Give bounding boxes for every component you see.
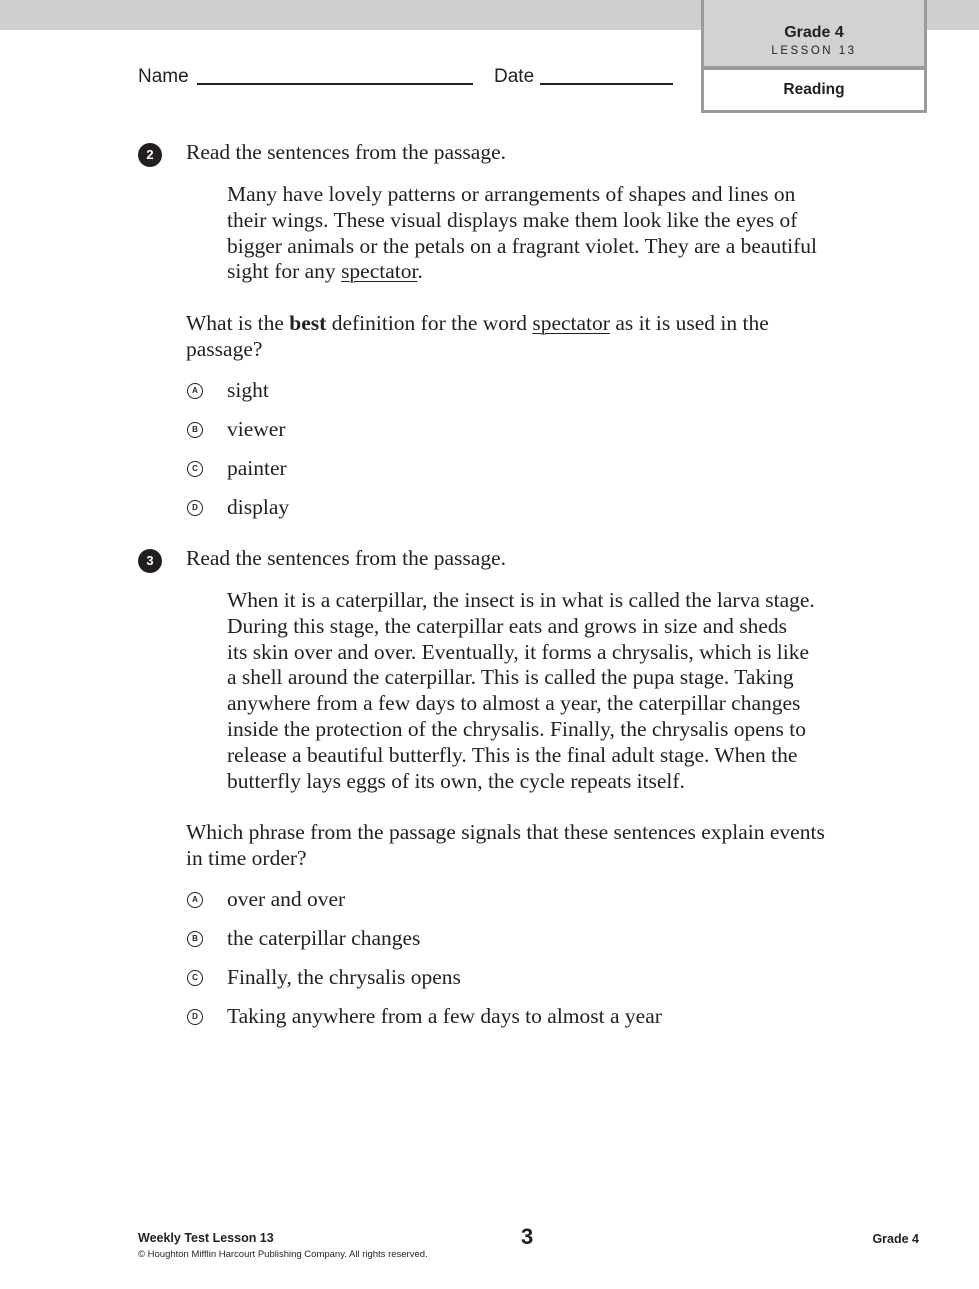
passage-line: its skin over and over. Eventually, it forms a chrysalis, which is like (227, 639, 809, 664)
emphasis-word: best (289, 311, 327, 335)
answer-bubble-d[interactable]: D (187, 500, 203, 516)
vocabulary-word: spectator (341, 259, 418, 284)
answer-bubble-b[interactable]: B (187, 931, 203, 947)
passage-line: When it is a caterpillar, the insect is in what is called the larva stage. (227, 588, 815, 612)
passage-line: anywhere from a few days to almost a year, the caterpillar changes (227, 691, 801, 716)
prompt-line: Which phrase from the passage signals that these sentences explain events (186, 820, 825, 844)
page-number: 3 (521, 1224, 534, 1249)
question-number-badge: 3 (138, 549, 162, 573)
prompt-line: in time order? (186, 845, 307, 870)
passage-line: inside the protection of the chrysalis. Finally, the chrysalis opens to (227, 716, 806, 741)
prompt-line: passage? (186, 336, 263, 361)
lesson-label: LESSON 13 (771, 45, 857, 57)
answer-bubble-a[interactable]: A (187, 892, 203, 908)
prompt-line (186, 311, 769, 337)
name-label: Name (138, 66, 189, 87)
footer-grade: Grade 4 (872, 1232, 919, 1246)
passage-text: sight for any (227, 259, 342, 284)
grade-lesson-header (701, 0, 925, 113)
answer-bubble-a[interactable]: A (187, 383, 203, 399)
date-label: Date (494, 66, 535, 87)
answer-bubble-d[interactable]: D (187, 1009, 203, 1025)
question-intro: Read the sentences from the passage. (186, 140, 506, 164)
passage-line: bigger animals or the petals on a fragrant violet. They are a beautiful (227, 233, 818, 258)
prompt-text: definition for the word (326, 311, 533, 335)
prompt-text: as it is used in the (609, 311, 769, 335)
question-prompt (186, 820, 825, 872)
date-field[interactable] (540, 83, 673, 85)
passage-line: Many have lovely patterns or arrangements of shapes and lines on (227, 182, 796, 206)
footer-test-name: Weekly Test Lesson 13 (138, 1231, 274, 1245)
passage-line: butterfly lays eggs of its own, the cycle repeats itself. (227, 768, 685, 793)
passage-line: their wings. These visual displays make them look like the eyes of (227, 207, 798, 232)
answer-choice-b[interactable]: the caterpillar changes (227, 926, 421, 950)
passage-excerpt (227, 182, 817, 285)
vocabulary-word: spectator (532, 311, 610, 335)
grade-lesson-box (701, 0, 927, 70)
grade-label: Grade 4 (784, 24, 844, 41)
answer-choice-c[interactable]: painter (227, 456, 287, 480)
answer-choice-b[interactable]: viewer (227, 417, 286, 441)
passage-line (227, 259, 817, 285)
passage-excerpt (227, 588, 815, 794)
name-field[interactable] (197, 83, 473, 85)
question-intro: Read the sentences from the passage. (186, 546, 506, 570)
passage-line: a shell around the caterpillar. This is called the pupa stage. Taking (227, 665, 794, 690)
prompt-text: What is the (186, 311, 290, 335)
answer-choice-c[interactable]: Finally, the chrysalis opens (227, 965, 461, 989)
answer-choice-a[interactable]: sight (227, 378, 269, 402)
answer-choice-d[interactable]: Taking anywhere from a few days to almost a year (227, 1004, 662, 1028)
subject-label: Reading (783, 81, 845, 98)
question-prompt (186, 311, 769, 363)
question-number-badge: 2 (138, 143, 162, 167)
answer-choice-a[interactable]: over and over (227, 887, 346, 911)
answer-choice-d[interactable]: display (227, 495, 290, 519)
subject-box (701, 70, 927, 113)
answer-bubble-c[interactable]: C (187, 970, 203, 986)
passage-text: . (417, 259, 423, 284)
answer-bubble-b[interactable]: B (187, 422, 203, 438)
footer-copyright: © Houghton Mifflin Harcourt Publishing Company. All rights reserved. (138, 1249, 428, 1260)
passage-line: During this stage, the caterpillar eats and grows in size and sheds (227, 613, 788, 638)
answer-bubble-c[interactable]: C (187, 461, 203, 477)
passage-line: release a beautiful butterfly. This is the final adult stage. When the (227, 742, 798, 767)
